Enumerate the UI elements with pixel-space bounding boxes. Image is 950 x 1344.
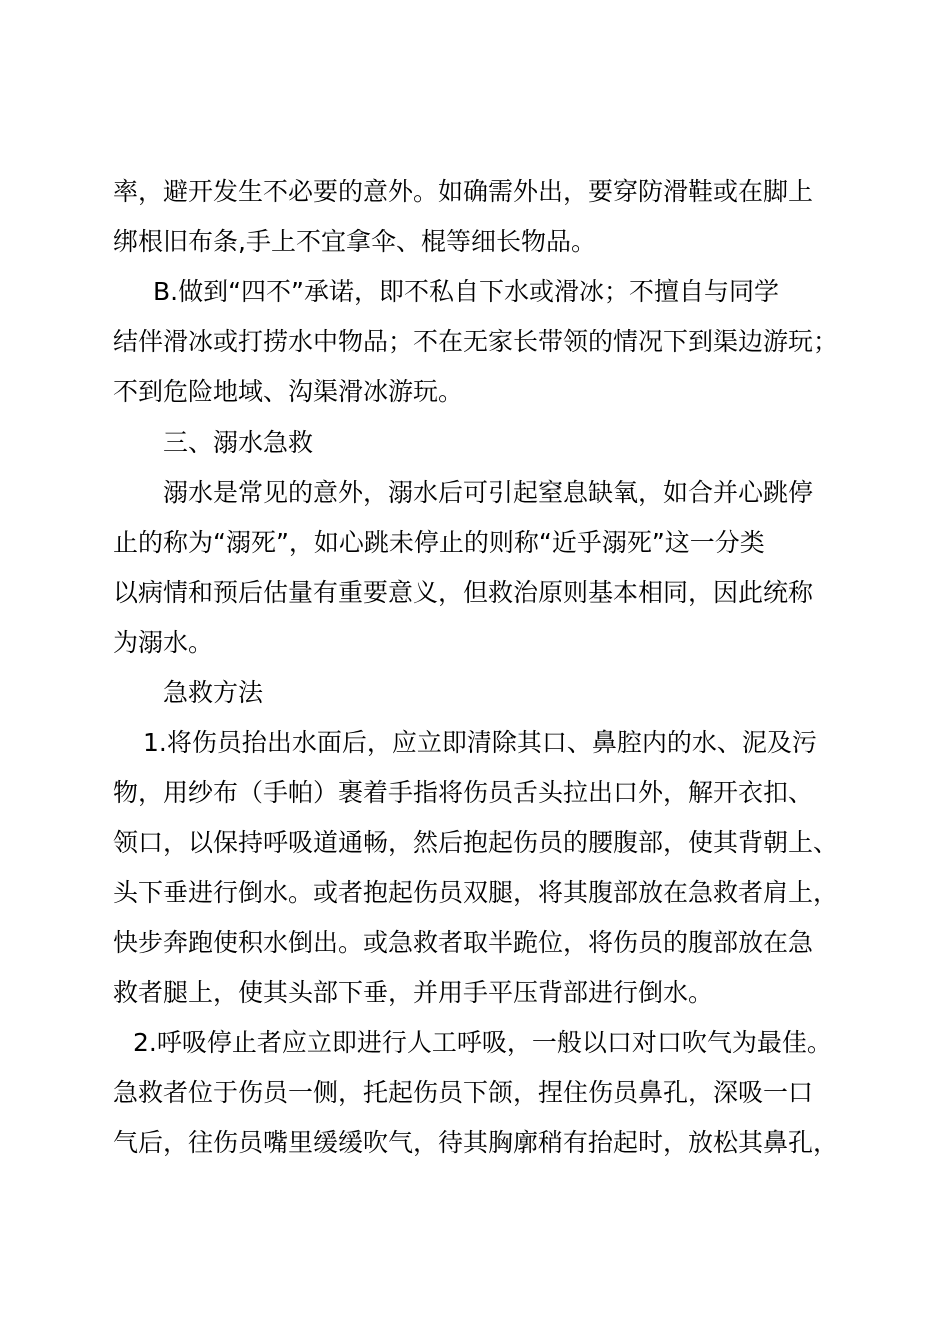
subsection-heading: 急救方法 <box>163 678 264 707</box>
text-line: 以病情和预后估量有重要意义，但救治原则基本相同，因此统称 <box>113 578 814 607</box>
text-line: 结伴滑冰或打捞水中物品；不在无家长带领的情况下到渠边游玩； <box>113 327 839 356</box>
text-line: 急救者位于伤员一侧，托起伤员下颌，捏住伤员鼻孔，深吸一口 <box>113 1078 814 1107</box>
text-line: 2.呼吸停止者应立即进行人工呼吸，一般以口对口吹气为最佳。 <box>133 1028 832 1057</box>
text-line: B.做到“四不”承诺，即不私自下水或滑冰；不擅自与同学 <box>153 277 780 306</box>
text-line: 救者腿上，使其头部下垂，并用手平压背部进行倒水。 <box>113 978 714 1007</box>
text-line: 溺水是常见的意外，溺水后可引起窒息缺氧，如合并心跳停 <box>163 478 814 507</box>
text-line: 气后，往伤员嘴里缓缓吹气，待其胸廓稍有抬起时，放松其鼻孔， <box>113 1128 839 1157</box>
text-line: 止的称为“溺死”，如心跳未停止的则称“近乎溺死”这一分类 <box>113 528 765 557</box>
text-line: 为溺水。 <box>113 628 214 657</box>
text-line: 物，用纱布（手帕）裹着手指将伤员舌头拉出口外，解开衣扣、 <box>113 778 814 807</box>
text-line: 头下垂进行倒水。或者抱起伤员双腿，将其腹部放在急救者肩上， <box>113 878 839 907</box>
text-line: 绑根旧布条,手上不宜拿伞、棍等细长物品。 <box>113 227 596 256</box>
section-heading: 三、溺水急救 <box>163 428 314 457</box>
text-line: 快步奔跑使积水倒出。或急救者取半跪位，将伤员的腹部放在急 <box>113 928 814 957</box>
text-line: 1.将伤员抬出水面后，应立即清除其口、鼻腔内的水、泥及污 <box>143 728 817 757</box>
text-line: 不到危险地域、沟渠滑冰游玩。 <box>113 377 464 406</box>
text-line: 领口，以保持呼吸道通畅，然后抱起伤员的腰腹部，使其背朝上、 <box>113 828 839 857</box>
text-line: 率，避开发生不必要的意外。如确需外出，要穿防滑鞋或在脚上 <box>113 177 814 206</box>
